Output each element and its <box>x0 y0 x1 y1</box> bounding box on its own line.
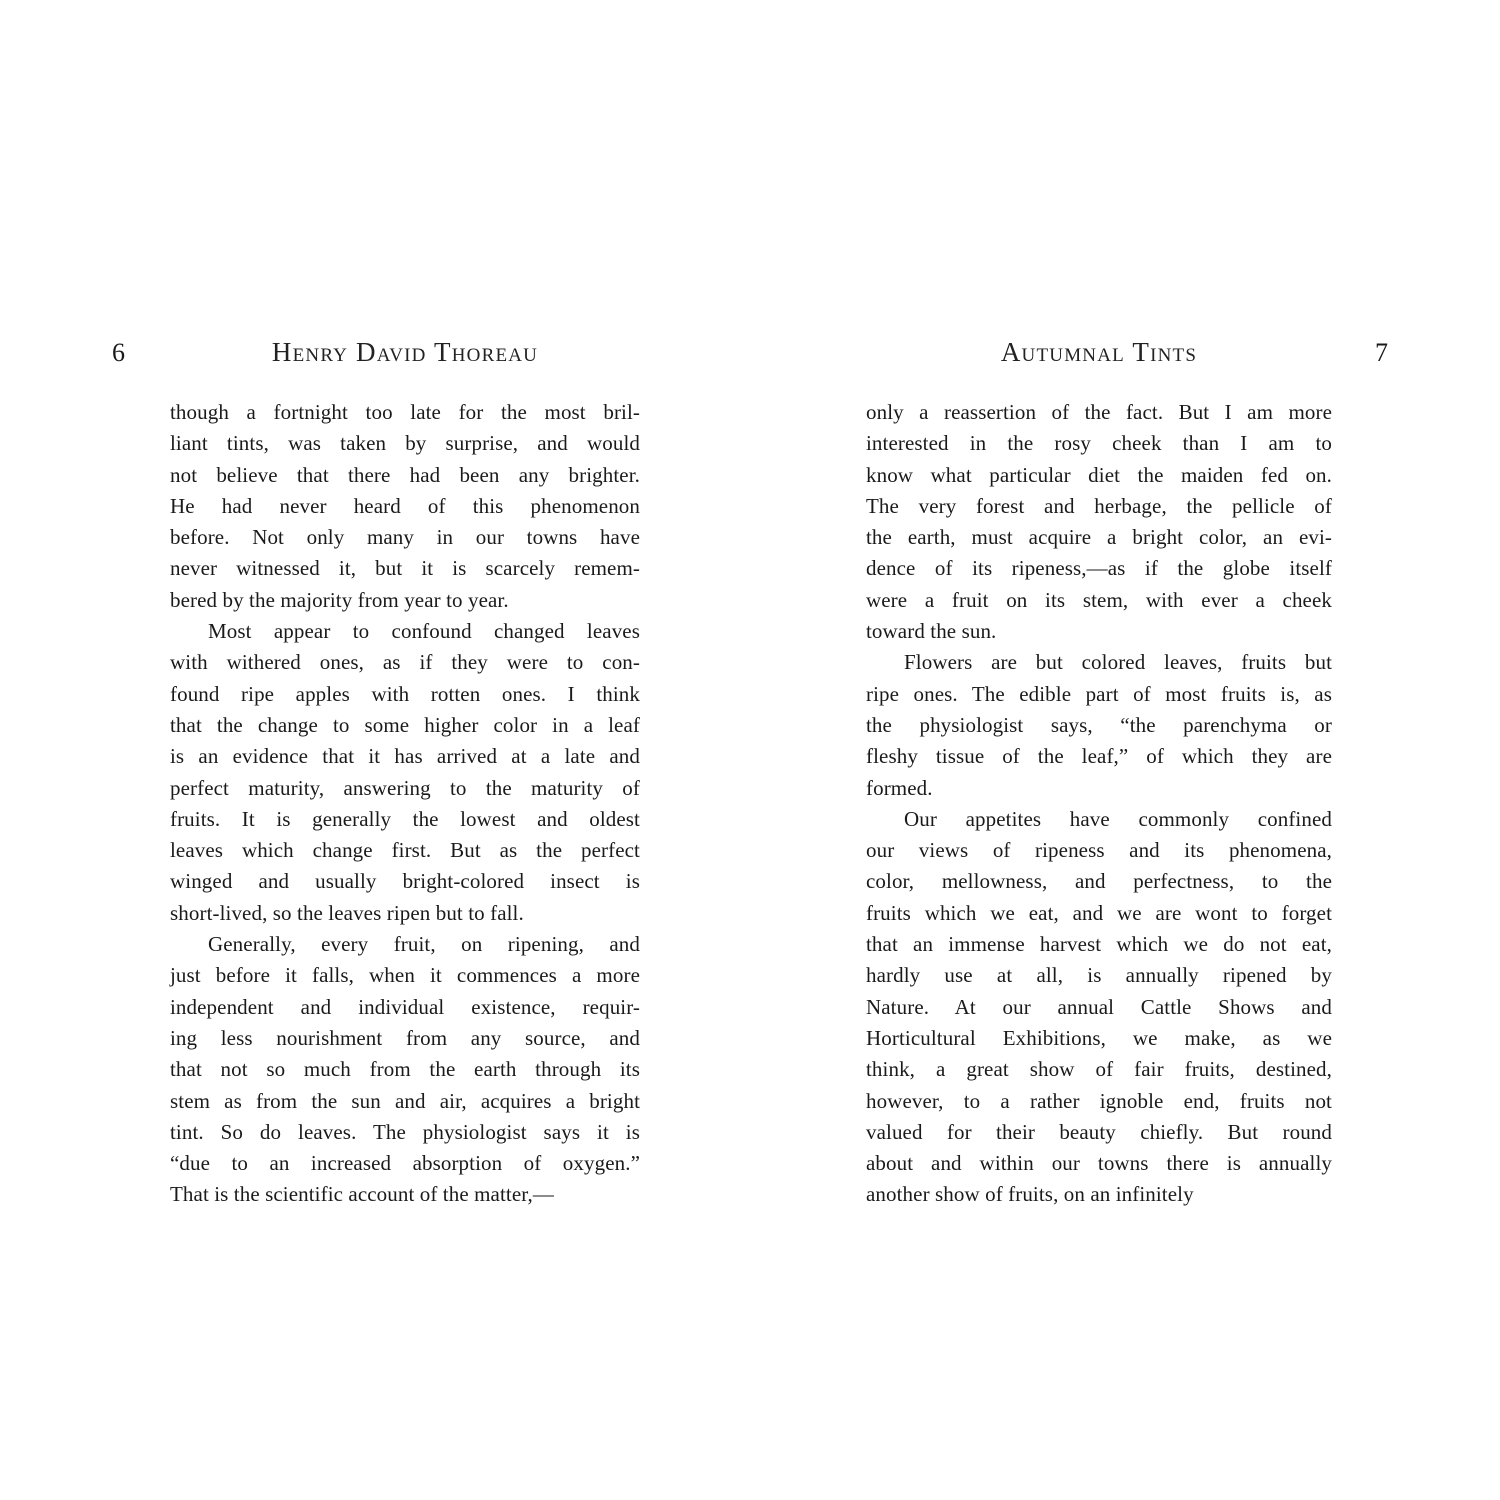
text-line: were a fruit on its stem, with ever a cheek <box>866 587 1332 612</box>
text-line: is an evidence that it has arrived at a late and <box>170 744 640 769</box>
running-header-right: Autumnal Tints <box>1000 337 1198 367</box>
text-line: Nature. At our annual Cattle Shows and <box>866 994 1332 1019</box>
text-line: found ripe apples with rotten ones. I think <box>170 681 640 706</box>
text-line: fleshy tissue of the leaf,” of which they are <box>866 744 1332 769</box>
text-line: perfect maturity, answering to the maturity of <box>170 775 640 800</box>
text-line: dence of its ripeness,—as if the globe itself <box>866 556 1332 581</box>
running-header-left: Henry David Thoreau <box>271 337 539 367</box>
text-line: that the change to some higher color in a leaf <box>170 712 640 737</box>
text-line: leaves which change first. But as the perfect <box>170 838 640 863</box>
text-line: toward the sun. <box>866 619 997 644</box>
page-left-text-body <box>170 397 640 1211</box>
text-line: winged and usually bright-colored insect is <box>170 869 640 894</box>
text-line: fruits. It is generally the lowest and oldest <box>170 806 640 831</box>
text-line: valued for their beauty chiefly. But round <box>866 1119 1332 1144</box>
text-line: Most appear to confound changed leaves <box>208 619 640 644</box>
text-line: Generally, every fruit, on ripening, and <box>208 932 640 957</box>
text-line: not believe that there had been any brighter. <box>170 462 640 487</box>
text-line: about and within our towns there is annually <box>866 1151 1332 1176</box>
page-right-header <box>866 337 1388 368</box>
text-line: Our appetites have commonly confined <box>904 806 1332 831</box>
text-line: That is the scientific account of the matter,— <box>170 1182 554 1207</box>
text-line: our views of ripeness and its phenomena, <box>866 838 1332 863</box>
text-line: before. Not only many in our towns have <box>170 525 640 550</box>
page-left <box>112 337 640 1211</box>
text-line: Horticultural Exhibitions, we make, as we <box>866 1025 1332 1050</box>
text-line: stem as from the sun and air, acquires a bright <box>170 1088 640 1113</box>
text-line: short-lived, so the leaves ripen but to fall. <box>170 900 524 925</box>
text-line: never witnessed it, but it is scarcely remem- <box>170 556 640 581</box>
text-line: The very forest and herbage, the pellicle of <box>866 493 1332 518</box>
page-right <box>866 337 1388 1211</box>
text-line: “due to an increased absorption of oxygen.” <box>170 1151 640 1176</box>
text-line: though a fortnight too late for the most bril- <box>170 400 640 424</box>
text-line: think, a great show of fair fruits, destined, <box>866 1057 1332 1082</box>
text-line: bered by the majority from year to year. <box>170 587 509 612</box>
text-line: formed. <box>866 775 933 800</box>
text-line: Flowers are but colored leaves, fruits but <box>904 650 1332 675</box>
text-line: hardly use at all, is annually ripened by <box>866 963 1332 988</box>
text-line: color, mellowness, and perfectness, to the <box>866 869 1332 894</box>
text-line: interested in the rosy cheek than I am to <box>866 431 1332 456</box>
text-line: that not so much from the earth through its <box>170 1057 640 1082</box>
text-line: liant tints, was taken by surprise, and would <box>170 431 640 456</box>
text-line: however, to a rather ignoble end, fruits not <box>866 1088 1332 1113</box>
text-line: only a reassertion of the fact. But I am more <box>866 400 1332 424</box>
text-line: just before it falls, when it commences a more <box>170 963 640 988</box>
text-line: know what particular diet the maiden fed on. <box>866 462 1332 487</box>
text-line: with withered ones, as if they were to con- <box>170 650 640 675</box>
text-line: independent and individual existence, requir- <box>170 994 640 1019</box>
text-line: ripe ones. The edible part of most fruits is, as <box>866 681 1332 706</box>
page-number-left: 6 <box>112 338 125 367</box>
page-number-right: 7 <box>1375 338 1388 367</box>
text-line: fruits which we eat, and we are wont to forget <box>866 900 1332 925</box>
text-line: that an immense harvest which we do not eat, <box>866 932 1332 957</box>
text-line: the physiologist says, “the parenchyma or <box>866 712 1332 737</box>
text-line: He had never heard of this phenomenon <box>170 493 640 518</box>
text-line: ing less nourishment from any source, and <box>170 1025 640 1050</box>
page-right-text-body <box>866 397 1332 1211</box>
text-line: the earth, must acquire a bright color, an evi- <box>866 525 1332 550</box>
text-line: another show of fruits, on an infinitely <box>866 1182 1194 1207</box>
page-left-header <box>112 337 640 368</box>
text-line: tint. So do leaves. The physiologist says it is <box>170 1119 640 1144</box>
